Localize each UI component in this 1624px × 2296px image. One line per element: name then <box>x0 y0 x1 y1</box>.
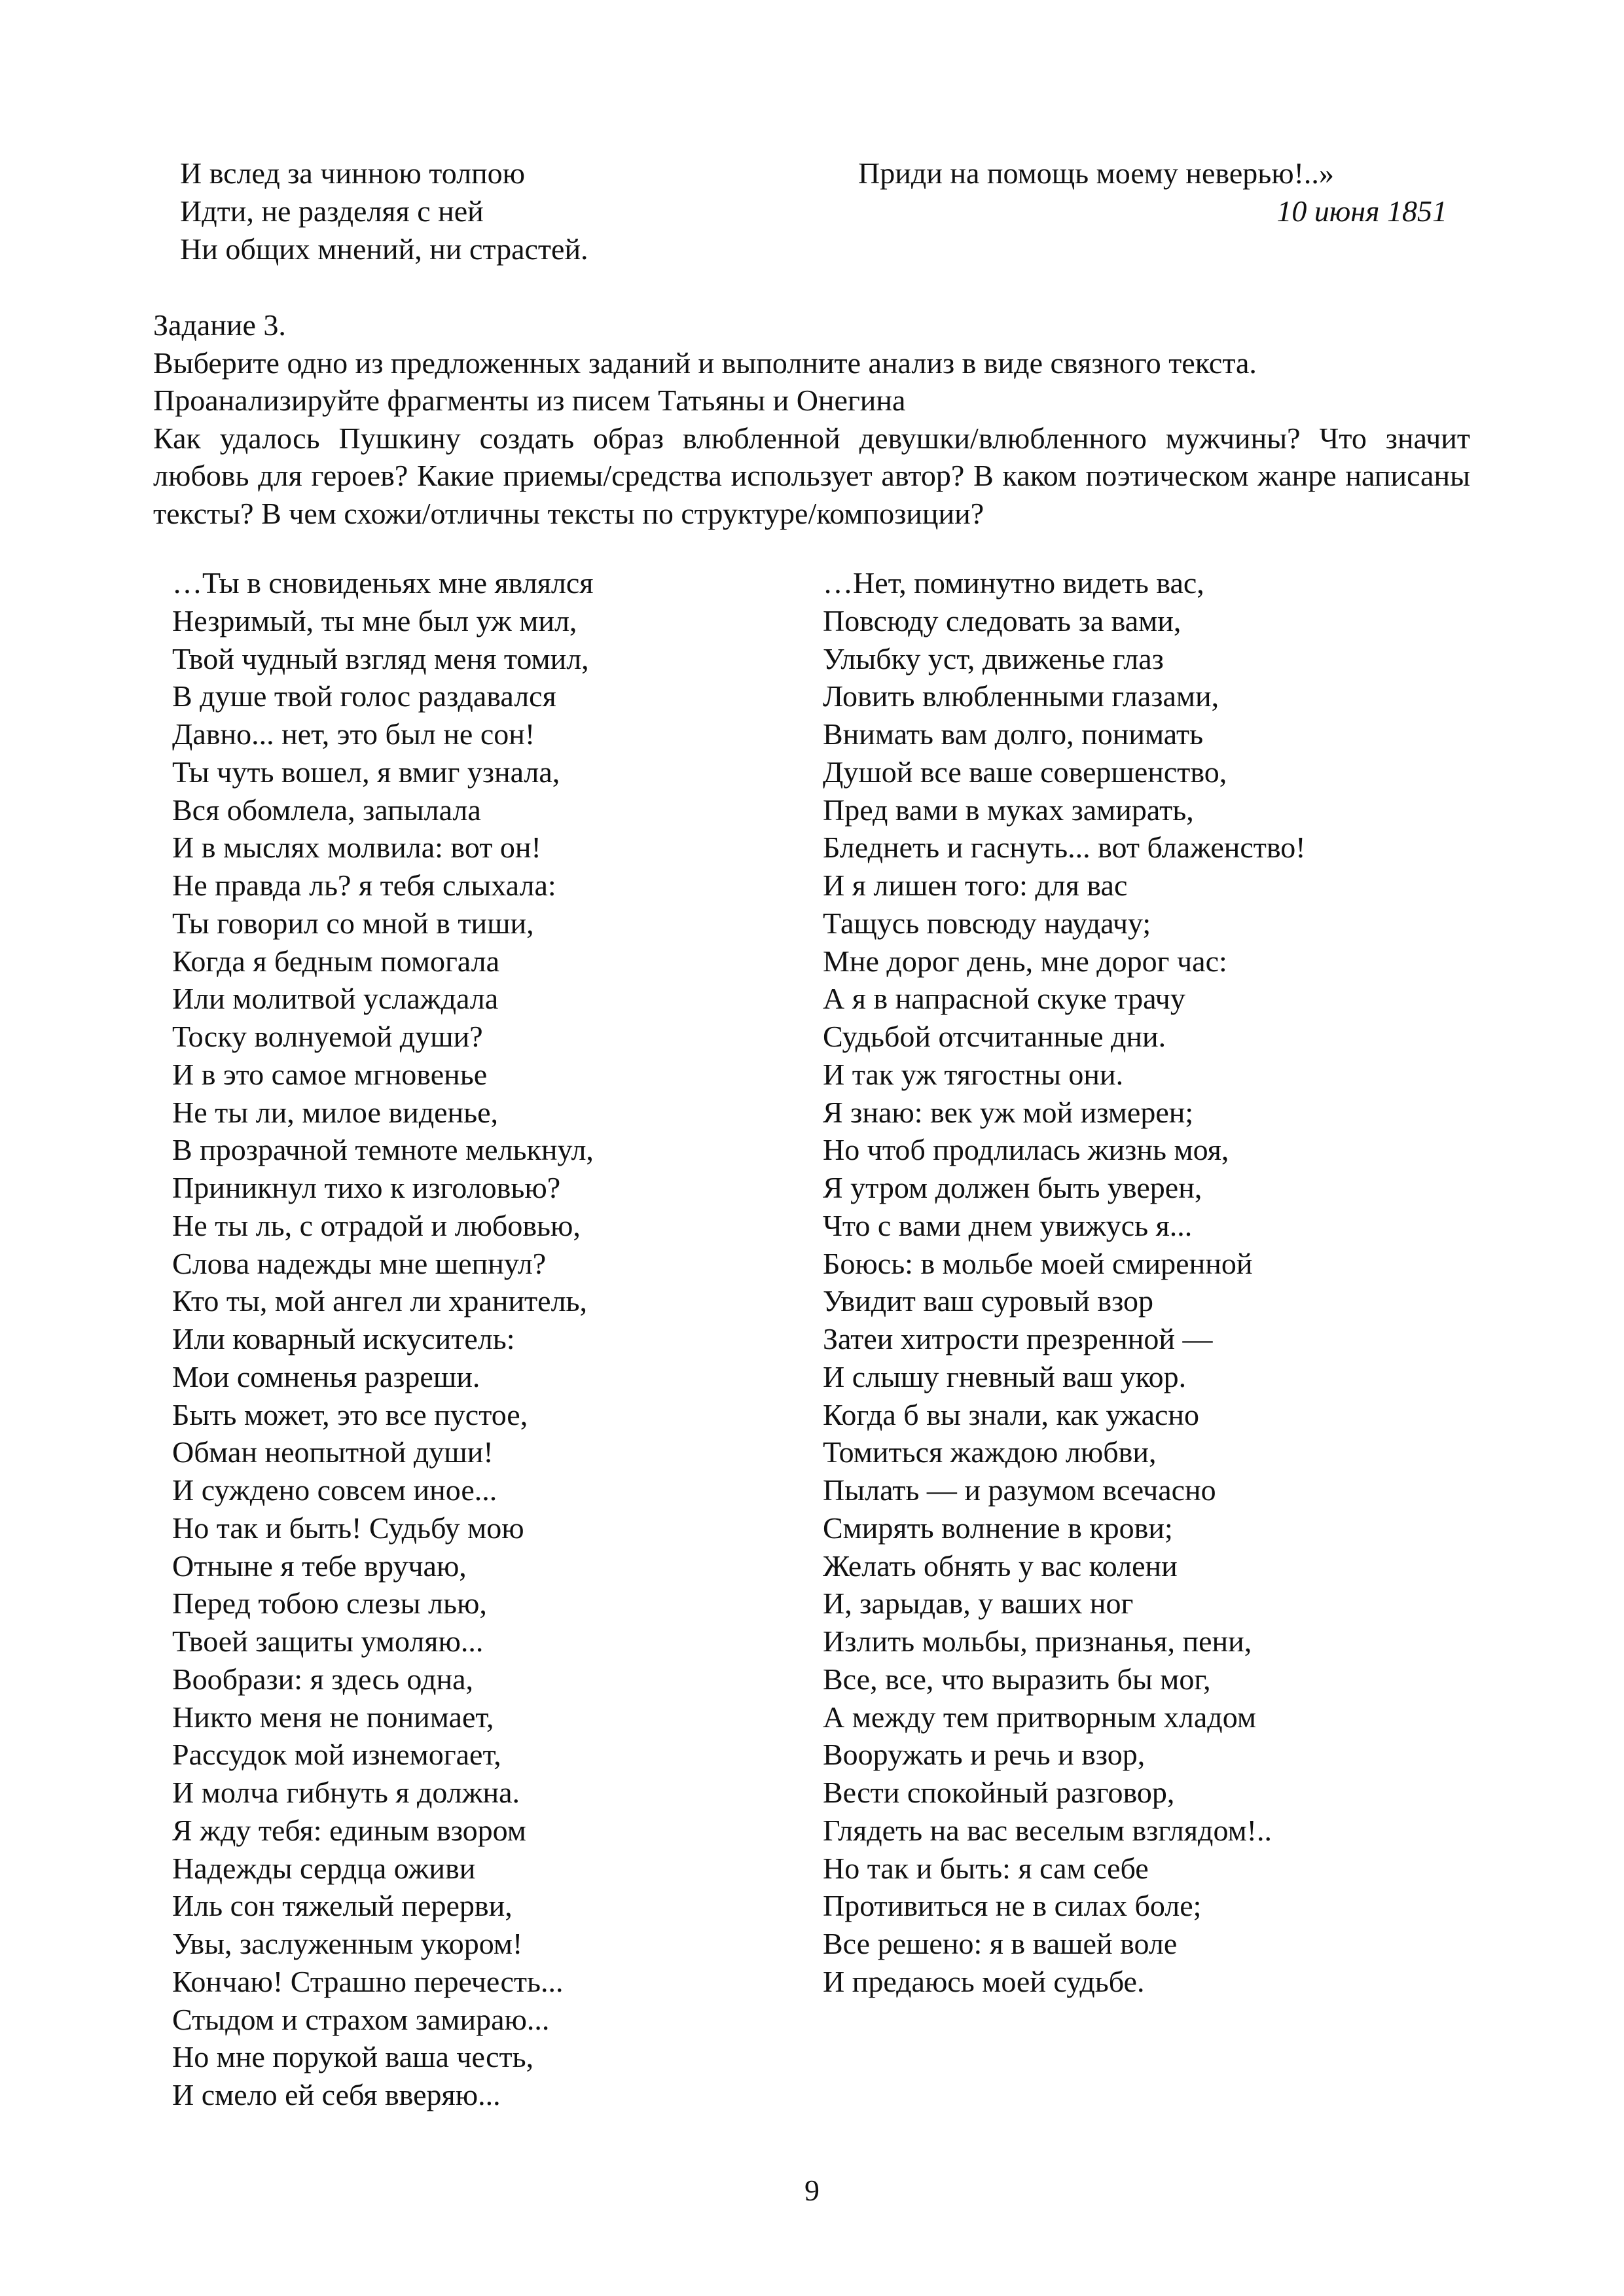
poem-line: Тащусь повсюду наудачу; <box>823 906 1151 940</box>
poem-line: Но мне порукой ваша честь, <box>172 2040 534 2074</box>
poem-line: Вести спокойный разговор, <box>823 1776 1175 1809</box>
poem-line: Не ты ли, милое виденье, <box>172 1095 499 1129</box>
poem-line: Твоей защиты умоляю... <box>172 1624 484 1658</box>
poem-line: Душой все ваше совершенство, <box>823 755 1227 789</box>
poem-line: Не ты ль, с отрадой и любовью, <box>172 1208 581 1242</box>
verse-line: Приди на помощь моему неверью!..» <box>858 156 1334 190</box>
poem-line: Все, все, что выразить бы мог, <box>823 1662 1211 1696</box>
tatiana-letter-column <box>172 564 594 2114</box>
letter-date: 10 июня 1851 <box>1276 194 1447 228</box>
poem-line: В прозрачной темноте мелькнул, <box>172 1133 594 1167</box>
task-instruction: Выберите одно из предложенных заданий и выполните анализ в виде связного текста. <box>153 346 1257 380</box>
poem-line: Но так и быть: я сам себе <box>823 1851 1149 1885</box>
poem-line: Мне дорог день, мне дорог час: <box>823 944 1227 978</box>
poem-line: Приникнул тихо к изголовью? <box>172 1171 561 1204</box>
poem-line: Пылать — и разумом всечасно <box>823 1473 1216 1507</box>
poem-line: Ловить влюбленными глазами, <box>823 679 1219 713</box>
poem-line: И в это самое мгновенье <box>172 1057 488 1091</box>
poem-line: Все решено: я в вашей воле <box>823 1927 1178 1960</box>
poem-line: И слышу гневный ваш укор. <box>823 1359 1187 1393</box>
task-subtask: Проанализируйте фрагменты из писем Татьяны и Онегина <box>153 384 906 417</box>
poem-line: Тоску волнуемой души? <box>172 1020 483 1053</box>
poem-line: Не правда ль? я тебя слыхала: <box>172 869 556 902</box>
poem-line: Слова надежды мне шепнул? <box>172 1246 547 1280</box>
poem-line: Когда я бедным помогала <box>172 944 500 978</box>
poem-line: Или коварный искуситель: <box>172 1322 515 1355</box>
poem-line: Вооружать и речь и взор, <box>823 1738 1146 1772</box>
poem-line: И предаюсь моей судьбе. <box>823 1964 1145 1998</box>
poem-line: Давно... нет, это был не сон! <box>172 717 535 751</box>
poem-line: Смирять волнение в крови; <box>823 1511 1173 1545</box>
poem-line: Глядеть на вас веселым взглядом!.. <box>823 1813 1272 1847</box>
poem-line: Пред вами в муках замирать, <box>823 793 1194 827</box>
poem-line: Повсюду следовать за вами, <box>823 603 1182 637</box>
poem-line: И я лишен того: для вас <box>823 869 1128 902</box>
task-question: Как удалось Пушкину создать образ влюбленной девушки/влюбленного мужчины? Что значит любовь для героев? Какие приемы/средства использует автор? В каком поэтическом жанре написаны тексты? В чем схожи/отличны тексты по структуре/композиции? <box>153 421 1470 530</box>
poem-line: Что с вами днем увижусь я... <box>823 1208 1193 1242</box>
onegin-letter-column <box>823 564 1306 2001</box>
poem-line: И в мыслях молвила: вот он! <box>172 831 541 865</box>
poem-line: Никто меня не понимает, <box>172 1700 494 1734</box>
poem-line: Бледнеть и гаснуть... вот блаженство! <box>823 831 1306 865</box>
poem-line: И, зарыдав, у ваших ног <box>823 1587 1134 1621</box>
poem-line: Затеи хитрости презренной — <box>823 1322 1213 1355</box>
poem-line: Ты говорил со мной в тиши, <box>172 906 534 940</box>
poem-line: Боюсь: в мольбе моей смиренной <box>823 1246 1253 1280</box>
poem-line: Но так и быть! Судьбу мою <box>172 1511 524 1545</box>
poem-line: Увы, заслуженным укором! <box>172 1927 523 1960</box>
verse-line: Идти, не разделяя с ней <box>180 194 484 228</box>
poem-line: Кончаю! Страшно перечесть... <box>172 1964 564 1998</box>
poem-line: Но чтоб продлилась жизнь моя, <box>823 1133 1229 1167</box>
poem-line: Увидит ваш суровый взор <box>823 1284 1153 1318</box>
top-left-verse <box>180 154 588 268</box>
verse-line: Ни общих мнений, ни страстей. <box>180 232 588 266</box>
verse-line: И вслед за чинною толпою <box>180 156 526 190</box>
poem-line: Надежды сердца оживи <box>172 1851 476 1885</box>
poem-line: Обман неопытной души! <box>172 1435 494 1469</box>
poem-line: Я знаю: век уж мой измерен; <box>823 1095 1194 1129</box>
poem-line: И суждено совсем иное... <box>172 1473 497 1507</box>
poem-line: …Ты в сновиденьях мне являлся <box>172 566 594 600</box>
poem-line: Противиться не в силах боле; <box>823 1889 1202 1923</box>
poem-line: Когда б вы знали, как ужасно <box>823 1397 1200 1431</box>
poem-line: А между тем притворным хладом <box>823 1700 1256 1734</box>
poem-line: Излить мольбы, признанья, пени, <box>823 1624 1252 1658</box>
poem-line: Улыбку уст, движенье глаз <box>823 641 1164 675</box>
poem-line: Ты чуть вошел, я вмиг узнала, <box>172 755 560 789</box>
poem-line: Желать обнять у вас колени <box>823 1549 1178 1583</box>
poem-line: Иль сон тяжелый перерви, <box>172 1889 513 1923</box>
poem-line: В душе твой голос раздавался <box>172 679 556 713</box>
poem-line: Незримый, ты мне был уж мил, <box>172 603 577 637</box>
poem-line: Судьбой отсчитанные дни. <box>823 1020 1166 1053</box>
poem-line: И смело ей себя вверяю... <box>172 2078 501 2111</box>
poem-line: Перед тобою слезы лью, <box>172 1587 487 1621</box>
poem-line: Вообрази: я здесь одна, <box>172 1662 474 1696</box>
poem-line: Кто ты, мой ангел ли хранитель, <box>172 1284 588 1318</box>
poem-line: Стыдом и страхом замираю... <box>172 2002 550 2036</box>
poem-line: Отныне я тебе вручаю, <box>172 1549 467 1583</box>
poem-line: И так уж тягостны они. <box>823 1057 1124 1091</box>
poem-line: Быть может, это все пустое, <box>172 1397 528 1431</box>
poem-line: Я утром должен быть уверен, <box>823 1171 1202 1204</box>
poem-line: И молча гибнуть я должна. <box>172 1776 520 1809</box>
poem-line: Внимать вам долго, понимать <box>823 717 1204 751</box>
poem-line: Мои сомненья разреши. <box>172 1359 480 1393</box>
poem-line: Твой чудный взгляд меня томил, <box>172 641 589 675</box>
poem-line: Рассудок мой изнемогает, <box>172 1738 501 1772</box>
poem-line: Или молитвой услаждала <box>172 982 499 1016</box>
task-heading: Задание 3. <box>153 308 286 342</box>
poem-line: Вся обомлела, запылала <box>172 793 481 827</box>
poem-line: А я в напрасной скуке трачу <box>823 982 1185 1016</box>
poem-line: …Нет, поминутно видеть вас, <box>823 566 1204 600</box>
poem-line: Томиться жаждою любви, <box>823 1435 1157 1469</box>
top-right-block <box>858 154 1447 230</box>
poem-line: Я жду тебя: единым взором <box>172 1813 526 1847</box>
page-number: 9 <box>804 2174 820 2207</box>
task-block <box>153 306 1470 532</box>
